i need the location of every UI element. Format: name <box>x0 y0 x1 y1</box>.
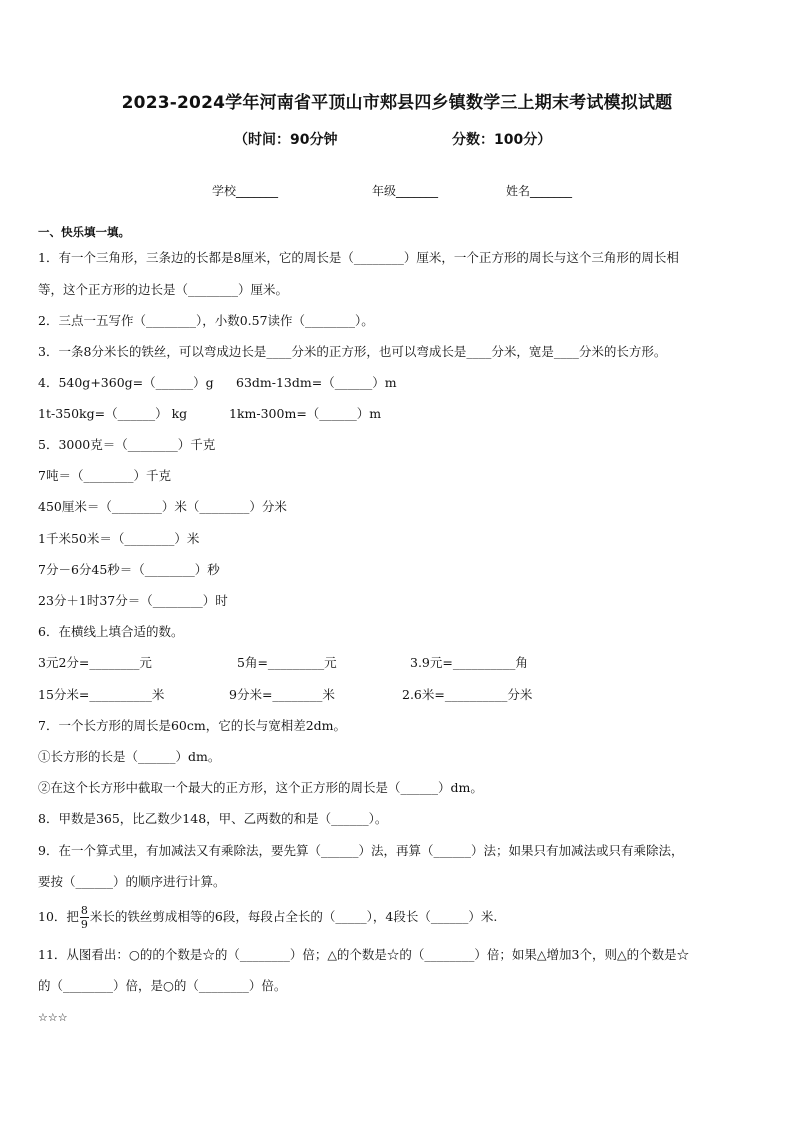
fraction-denominator: 9 <box>80 918 88 931</box>
question-5-item-2: 7吨＝（________）千克 <box>38 468 171 483</box>
question-6-item-4: 15分米=__________米 <box>38 687 165 702</box>
fraction-numerator: 8 <box>80 904 88 917</box>
page-title: 2023-2024学年河南省平顶山市郏县四乡镇数学三上期末考试模拟试题 <box>121 93 673 113</box>
question-5-item-3: 450厘米＝（________）米（________）分米 <box>38 499 287 514</box>
question-5-item-6: 23分＋1时37分＝（________）时 <box>38 593 228 608</box>
question-6-item-6: 2.6米=__________分米 <box>402 687 533 702</box>
question-5-item-4: 1千米50米＝（________）米 <box>38 531 200 546</box>
question-4-item-2: 63dm-13dm=（______）m <box>236 375 397 390</box>
question-6-item-3: 3.9元=__________角 <box>410 655 528 670</box>
star-figure-row: ☆☆☆ <box>38 1011 68 1024</box>
fraction-eight-ninths <box>80 904 89 931</box>
time-limit: （时间：90分钟 <box>234 132 338 148</box>
question-4-row-2 <box>38 406 382 422</box>
question-6-item-1: 3元2分=________元 <box>38 655 152 670</box>
school-field: 学校_______ <box>212 184 279 198</box>
question-6: 6．在横线上填合适的数。 <box>38 624 184 639</box>
question-9-line-2: 要按（______）的顺序进行计算。 <box>38 874 226 889</box>
question-1-line-2: 等，这个正方形的边长是（________）厘米。 <box>38 282 289 297</box>
question-10 <box>38 902 497 932</box>
question-4-item-3: 1t-350kg=（______） kg <box>38 406 188 421</box>
question-1-line-1: 1．有一个三角形，三条边的长都是8厘米，它的周长是（________）厘米，一个正方形的周长与这个三角形的周长相 <box>38 250 679 265</box>
question-3: 3．一条8分米长的铁丝，可以弯成边长是____分米的正方形，也可以弯成长是____分米，宽是____分米的长方形。 <box>38 344 667 359</box>
grade-field: 年级_______ <box>372 184 439 198</box>
question-7-part-1: ①长方形的长是（______）dm。 <box>38 749 221 764</box>
question-10-prefix: 10．把 <box>38 909 79 924</box>
question-4-row-1 <box>38 375 397 391</box>
question-8: 8．甲数是365，比乙数少148，甲、乙两数的和是（______）。 <box>38 811 388 826</box>
question-9-line-1: 9．在一个算式里，有加减法又有乘除法，要先算（______）法，再算（______）法；如果只有加减法或只有乘除法， <box>38 843 684 858</box>
question-6-row-2 <box>38 687 533 703</box>
question-6-item-2: 5角=_________元 <box>237 655 337 670</box>
question-4-item-4: 1km-300m=（______）m <box>229 406 382 421</box>
question-11-line-2: 的（________）倍，是○的（________）倍。 <box>38 978 287 993</box>
question-2: 2．三点一五写作（________），小数0.57读作（________）。 <box>38 313 374 328</box>
question-6-item-5: 9分米=________米 <box>229 687 335 702</box>
question-5-item-1: 5．3000克＝（________）千克 <box>38 437 216 452</box>
question-4-item-1: 4．540g+360g=（______）g <box>38 375 214 390</box>
question-7: 7．一个长方形的周长是60cm，它的长与宽相差2dm。 <box>38 718 347 733</box>
question-6-row-1 <box>38 655 528 671</box>
section-heading: 一、快乐填一填。 <box>38 225 130 239</box>
question-7-part-2: ②在这个长方形中截取一个最大的正方形，这个正方形的周长是（______）dm。 <box>38 780 483 795</box>
question-10-suffix: 米长的铁丝剪成相等的6段，每段占全长的（_____），4段长（______）米. <box>89 909 498 924</box>
question-5-item-5: 7分－6分45秒＝（________）秒 <box>38 562 220 577</box>
question-11-line-1: 11．从图看出：○的的个数是☆的（________）倍；△的个数是☆的（________）倍；如果△增加3个，则△的个数是☆ <box>38 947 690 962</box>
name-field: 姓名_______ <box>506 184 573 198</box>
total-score: 分数：100分） <box>452 132 552 148</box>
